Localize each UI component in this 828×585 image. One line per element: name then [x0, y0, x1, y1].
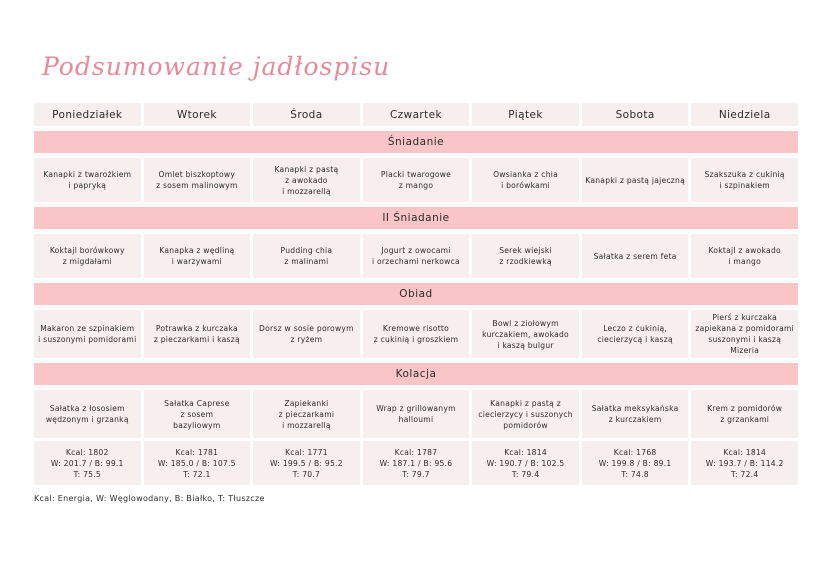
kcal-value: Kcal: 1771 [285, 447, 328, 457]
kcal-value: Kcal: 1802 [65, 447, 109, 457]
meal-cell: Zapiekanki z pieczarkami i mozzarellą [253, 390, 360, 438]
fat-value: T: 72.1 [183, 469, 211, 479]
meal-cell: Kanapka z wędliną i warzywami [144, 234, 251, 278]
kcal-value: Kcal: 1787 [394, 447, 438, 457]
meal-cell: Koktajl borówkowy z migdałami [34, 234, 141, 278]
carbs-protein-value: W: 199.8 / B: 89.1 [598, 458, 672, 468]
day-header: Sobota [582, 103, 689, 126]
meal-plan-table [34, 103, 798, 485]
meal-cell: Owsianka z chia i borówkami [472, 158, 579, 202]
meal-cell: Omlet biszkoptowy z sosem malinowym [144, 158, 251, 202]
day-header: Wtorek [144, 103, 251, 126]
meal-cell: Krem z pomidorów z grzankami [691, 390, 798, 438]
section-band-lunch: Obiad [34, 283, 798, 305]
meal-cell: Placki twarogowe z mango [363, 158, 470, 202]
meal-cell: Serek wiejski z rzodkiewką [472, 234, 579, 278]
fat-value: T: 79.7 [402, 469, 430, 479]
kcal-value: Kcal: 1781 [175, 447, 219, 457]
fat-value: T: 74.8 [621, 469, 649, 479]
carbs-protein-value: W: 187.1 / B: 95.6 [379, 458, 453, 468]
day-header: Poniedziałek [34, 103, 141, 126]
meal-cell: Makaron ze szpinakiem i suszonymi pomidorami [34, 310, 141, 358]
meal-cell: Sałatka meksykańska z kurczakiem [582, 390, 689, 438]
carbs-protein-value: W: 201.7 / B: 99.1 [50, 458, 124, 468]
fat-value: T: 75.5 [73, 469, 101, 479]
page-title: Podsumowanie jadłospisu [42, 52, 391, 81]
section-band-second-breakfast: II Śniadanie [34, 207, 798, 229]
nutrition-legend: Kcal: Energia, W: Węglowodany, B: Białko, T: Tłuszcze [34, 494, 265, 503]
meal-cell: Potrawka z kurczaka z pieczarkami i kaszą [144, 310, 251, 358]
fat-value: T: 72.4 [730, 469, 759, 479]
carbs-protein-value: W: 190.7 / B: 102.5 [486, 458, 565, 468]
section-band-dinner: Kolacja [34, 363, 798, 385]
kcal-value: Kcal: 1814 [504, 447, 547, 457]
nutrition-summary-cell [363, 441, 470, 485]
nutrition-summary-cell [691, 441, 798, 485]
kcal-value: Kcal: 1814 [723, 447, 767, 457]
meal-cell: Kanapki z pastą z awokado i mozzarellą [253, 158, 360, 202]
meal-cell: Jogurt z owocami i orzechami nerkowca [363, 234, 470, 278]
day-header: Piątek [472, 103, 579, 126]
meal-cell: Kremowe risotto z cukinią i groszkiem [363, 310, 470, 358]
kcal-value: Kcal: 1768 [613, 447, 657, 457]
carbs-protein-value: W: 193.7 / B: 114.2 [705, 458, 784, 468]
carbs-protein-value: W: 199.5 / B: 95.2 [270, 458, 343, 468]
meal-cell: Sałatka Caprese z sosem bazyliowym [144, 390, 251, 438]
meal-cell: Kanapki z pastą jajeczną [582, 158, 689, 202]
nutrition-summary-cell [253, 441, 360, 485]
section-band-breakfast: Śniadanie [34, 131, 798, 153]
meal-cell: Sałatka z łososiem wędzonym i grzanką [34, 390, 141, 438]
meal-cell: Koktajl z awokado i mango [691, 234, 798, 278]
nutrition-summary-cell [144, 441, 251, 485]
day-header: Niedziela [691, 103, 798, 126]
meal-cell: Kanapki z twarożkiem i papryką [34, 158, 141, 202]
carbs-protein-value: W: 185.0 / B: 107.5 [157, 458, 236, 468]
nutrition-summary-cell [472, 441, 579, 485]
nutrition-summary-cell [582, 441, 689, 485]
fat-value: T: 79.4 [511, 469, 540, 479]
day-header: Czwartek [363, 103, 470, 126]
meal-cell: Pudding chia z malinami [253, 234, 360, 278]
meal-cell: Dorsz w sosie porowym z ryżem [253, 310, 360, 358]
fat-value: T: 70.7 [292, 469, 321, 479]
meal-cell: Kanapki z pastą z ciecierzycy i suszonych pomidorów [472, 390, 579, 438]
meal-cell: Szakszuka z cukinią i szpinakiem [691, 158, 798, 202]
day-header: Środa [253, 103, 360, 126]
meal-cell: Wrap z grillowanym halloumi [363, 390, 470, 438]
nutrition-summary-cell [34, 441, 141, 485]
meal-cell: Leczo z cukinią, ciecierzycą i kaszą [582, 310, 689, 358]
meal-cell: Pierś z kurczaka zapiekana z pomidorami suszonymi i kaszą Mizeria [691, 310, 798, 358]
meal-cell: Sałatka z serem feta [582, 234, 689, 278]
meal-cell: Bowl z ziołowym kurczakiem, awokado i kaszą bulgur [472, 310, 579, 358]
